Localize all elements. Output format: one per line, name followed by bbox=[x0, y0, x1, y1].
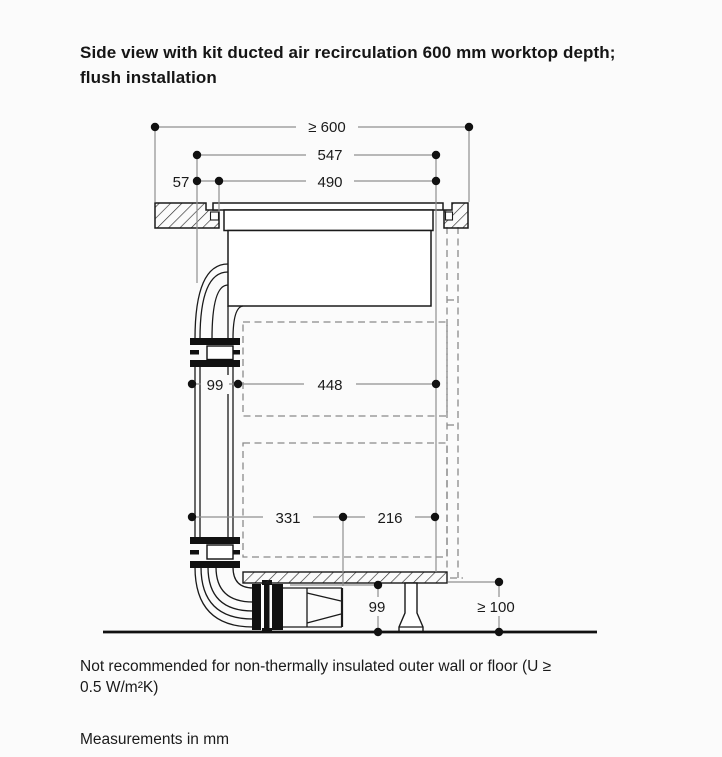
page-title-line2: flush installation bbox=[80, 68, 217, 87]
duct-connector-horizontal bbox=[252, 580, 283, 633]
cooktop-assembly bbox=[213, 203, 443, 306]
dim-label-331: 331 bbox=[275, 510, 301, 527]
cooktop-glass bbox=[213, 203, 443, 210]
dim-label-bottom-99: 99 bbox=[368, 599, 386, 616]
cabinet-floor bbox=[243, 572, 447, 583]
dim-label-worktop-depth: ≥ 600 bbox=[308, 119, 346, 136]
worktop-front-block bbox=[155, 203, 219, 228]
dim-label-57: 57 bbox=[172, 174, 190, 191]
installation-note-line2: 0.5 W/m²K) bbox=[80, 679, 159, 696]
dim-label-547: 547 bbox=[317, 147, 343, 164]
duct-connector-lower bbox=[190, 537, 240, 568]
installation-note bbox=[80, 656, 660, 698]
dim-label-duct-99: 99 bbox=[206, 377, 224, 394]
dim-label-216: 216 bbox=[377, 510, 403, 527]
installation-note-line1: Not recommended for non-thermally insulated outer wall or floor (U ≥ bbox=[80, 658, 552, 675]
dim-label-490: 490 bbox=[317, 174, 343, 191]
cooktop-frame bbox=[224, 210, 433, 231]
measurements-note: Measurements in mm bbox=[80, 731, 230, 748]
dim-label-plinth-100: ≥ 100 bbox=[477, 599, 515, 616]
worktop-back-notch bbox=[446, 212, 453, 220]
page-title-line1: Side view with kit ducted air recirculation 600 mm worktop depth; bbox=[80, 43, 616, 62]
duct-flat-nozzle bbox=[283, 588, 342, 627]
dim-label-448: 448 bbox=[317, 377, 343, 394]
worktop-front-notch bbox=[211, 212, 219, 220]
plinth-foot bbox=[399, 583, 423, 632]
cooktop-body bbox=[228, 231, 431, 307]
duct-connector-upper bbox=[190, 338, 240, 367]
